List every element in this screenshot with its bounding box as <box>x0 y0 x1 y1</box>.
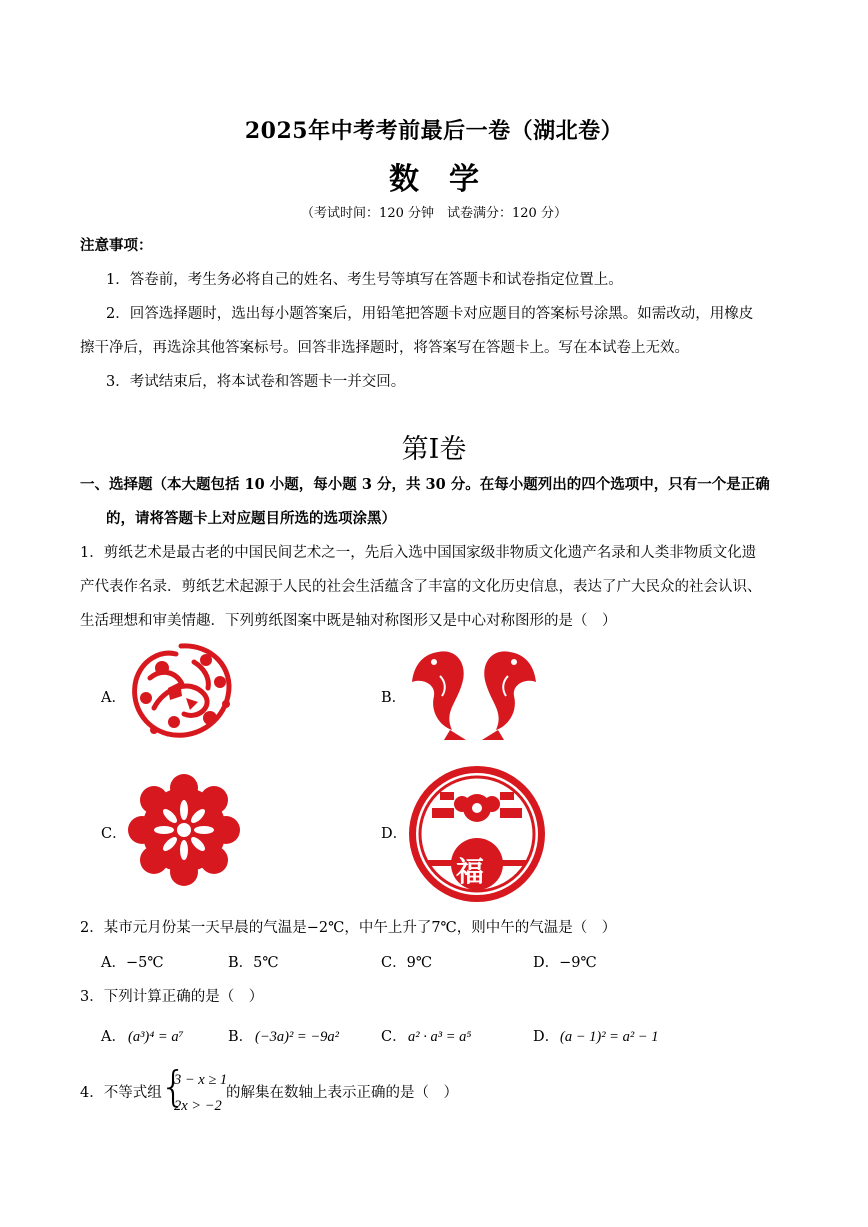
q4-inequality-2: 2x > −2 <box>174 1098 222 1114</box>
q2-option-d: D．−9℃ <box>533 955 597 971</box>
q3-option-d-formula: (a − 1)² = a² − 1 <box>560 1029 659 1045</box>
q3-option-b-formula: (−3a)² = −9a² <box>255 1029 339 1045</box>
q1-stem-line-1: 1．剪纸艺术是最古老的中国民间艺术之一，先后入选中国国家级非物质文化遗产名录和人类非物质文化遗 <box>80 545 757 561</box>
q2-option-a: A．−5℃ <box>101 955 164 971</box>
q1-option-a-label: A． <box>101 690 126 706</box>
q2-stem: 2．某市元月份某一天早晨的气温是−2℃，中午上升了7℃，则中午的气温是（ ） <box>80 920 617 936</box>
q3-option-c-label: C． <box>381 1029 407 1045</box>
subject-title: 数学 <box>389 162 509 197</box>
q4-prefix: 4．不等式组 <box>80 1085 162 1101</box>
fu-character: 福 <box>456 855 485 888</box>
note-3: 3．考试结束后，将本试卷和答题卡一并交回。 <box>106 374 406 390</box>
q3-option-c-formula: a² · a³ = a⁵ <box>408 1029 472 1045</box>
q2-option-b: B．5℃ <box>228 955 279 971</box>
note-1: 1．答卷前，考生务必将自己的姓名、考生号等填写在答题卡和试卷指定位置上。 <box>106 272 623 288</box>
exam-title: 2025年中考考前最后一卷（湖北卷） <box>244 118 624 144</box>
system-brace: { <box>160 1062 187 1111</box>
note-2-line-1: 2．回答选择题时，选出每小题答案后，用铅笔把答题卡对应题目的答案标号涂黑。如需改动，用橡皮 <box>106 306 754 322</box>
part1-heading-line-2: 的，请将答题卡上对应题目所选的选项涂黑） <box>106 510 396 527</box>
q3-stem: 3．下列计算正确的是（ ） <box>80 989 264 1005</box>
q1-option-d-label: D． <box>381 826 408 842</box>
q3-option-b-label: B． <box>228 1029 254 1045</box>
note-2-line-2: 擦干净后，再选涂其他答案标号。回答非选择题时，将答案写在答题卡上。写在本试卷上无效。 <box>80 340 689 356</box>
q2-option-c: C．9℃ <box>381 955 433 971</box>
q3-option-d-label: D． <box>533 1029 560 1045</box>
q1-option-b-label: B． <box>381 690 407 706</box>
q1-option-c-label: C． <box>101 826 127 842</box>
q1-stem-line-3: 生活理想和审美情趣．下列剪纸图案中既是轴对称图形又是中心对称图形的是（ ） <box>80 613 617 629</box>
exam-meta: （考试时间：120 分钟 试卷满分：120 分） <box>301 206 567 221</box>
q3-option-a-label: A． <box>101 1029 126 1045</box>
q3-option-a-formula: (a³)⁴ = a⁷ <box>128 1029 184 1045</box>
section-title: 第I卷 <box>401 434 467 465</box>
q4-inequality-1: 3 − x ≥ 1 <box>174 1072 228 1088</box>
q1-stem-line-2: 产代表作名录．剪纸艺术起源于人民的社会生活蕴含了丰富的文化历史信息，表达了广大民众的社会认识、 <box>80 579 762 595</box>
q4-suffix: 的解集在数轴上表示正确的是（ ） <box>226 1085 458 1101</box>
flower-papercut-image <box>126 774 242 886</box>
notes-heading: 注意事项： <box>80 237 153 254</box>
dragon-papercut-image <box>124 638 238 744</box>
part1-heading-line-1: 一、选择题（本大题包括 10 小题，每小题 3 分，共 30 分。在每小题列出的四个选项中，只有一个是正确 <box>80 476 770 493</box>
koi-fish-papercut-image <box>406 646 542 742</box>
